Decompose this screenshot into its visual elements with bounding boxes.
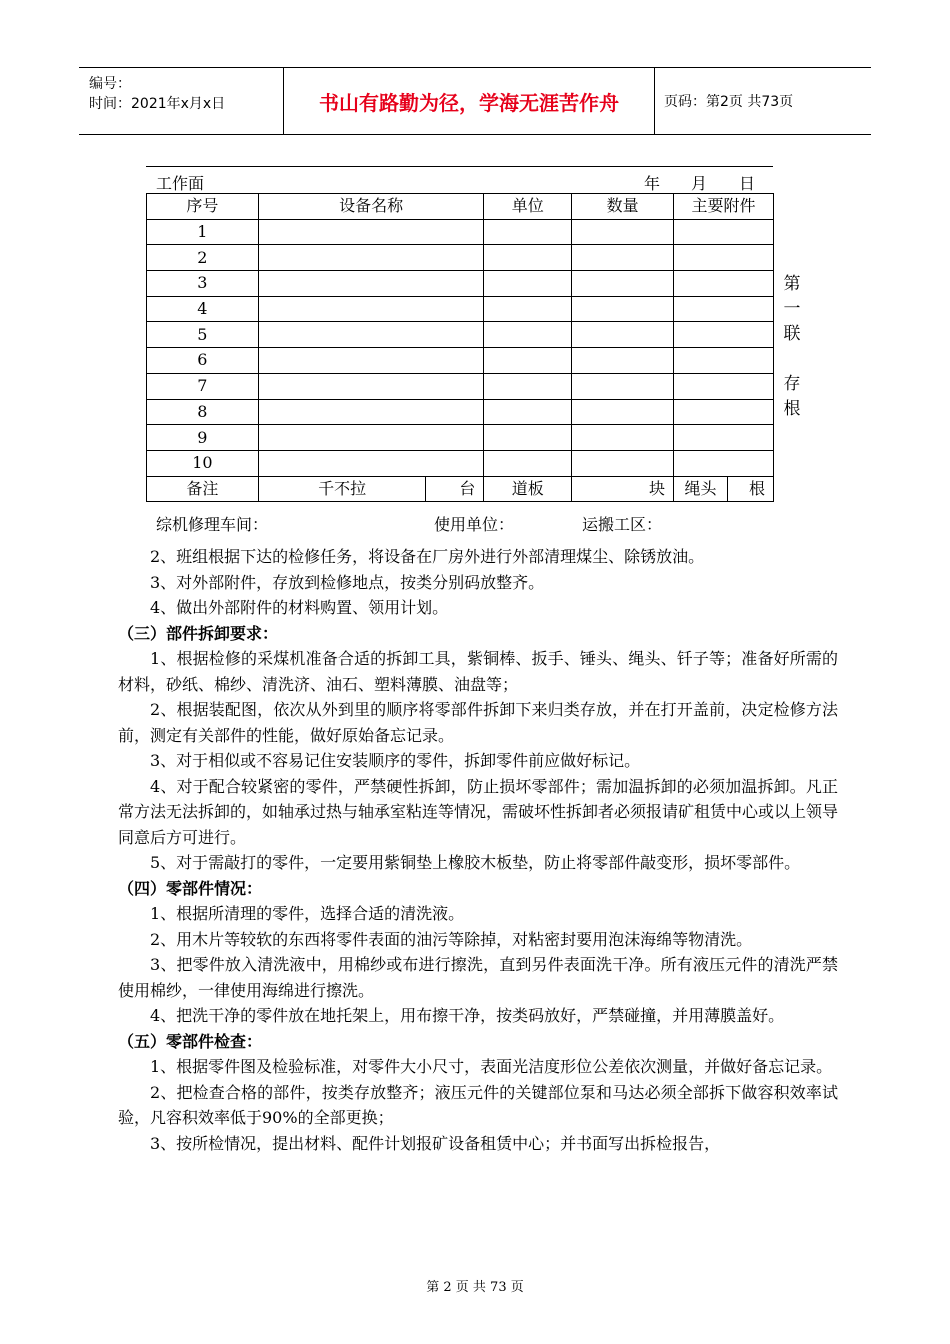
row-index: 1 bbox=[147, 219, 259, 245]
cell-qty bbox=[572, 219, 674, 245]
paragraph: 2、用木片等较软的东西将零件表面的油污等除掉，对粘密封要用泡沫海绵等物清洗。 bbox=[150, 929, 753, 949]
col-header-qty: 数量 bbox=[572, 194, 674, 220]
cell-attach bbox=[674, 399, 774, 425]
cell-name bbox=[258, 425, 484, 451]
cell-name bbox=[258, 399, 484, 425]
date-year: 年 bbox=[644, 174, 661, 193]
table-row bbox=[147, 219, 774, 245]
row-index: 2 bbox=[147, 245, 259, 271]
header-meta bbox=[89, 74, 225, 114]
cell-attach bbox=[674, 348, 774, 374]
section-heading: （五）零部件检查： bbox=[118, 1031, 263, 1051]
paragraph: 3、对于相似或不容易记住安装顺序的零件，拆卸零件前应做好标记。 bbox=[150, 751, 641, 770]
side-note-char: 一 bbox=[783, 299, 801, 319]
col-header-unit: 单位 bbox=[484, 194, 572, 220]
page-footer: 第 2 页 共 73 页 bbox=[426, 1280, 524, 1295]
date-day: 日 bbox=[739, 174, 756, 193]
side-note-char: 存 bbox=[783, 374, 801, 394]
side-note-char bbox=[782, 347, 802, 372]
remarks-item1: 千不拉 bbox=[258, 476, 426, 502]
table-row bbox=[147, 322, 774, 348]
cell-name bbox=[258, 322, 484, 348]
table-row bbox=[147, 348, 774, 374]
cell-name bbox=[258, 296, 484, 322]
table-row bbox=[147, 399, 774, 425]
col-header-name: 设备名称 bbox=[258, 194, 484, 220]
paragraph: 1、根据检修的采煤机准备合适的拆卸工具，紫铜棒、扳手、锤头、绳头、钎子等；准备好所需的材料，砂纸、棉纱、清洗济、油石、塑料薄膜、油盘等； bbox=[118, 649, 838, 694]
col-header-index: 序号 bbox=[147, 194, 259, 220]
row-index: 4 bbox=[147, 296, 259, 322]
table-row bbox=[147, 245, 774, 271]
cell-unit bbox=[484, 296, 572, 322]
section-heading: （三）部件拆卸要求： bbox=[118, 623, 279, 643]
cell-unit bbox=[484, 373, 572, 399]
remarks-unit3: 根 bbox=[727, 476, 773, 502]
cell-unit bbox=[484, 399, 572, 425]
col-header-attachments: 主要附件 bbox=[674, 194, 774, 220]
cell-qty bbox=[572, 322, 674, 348]
row-index: 5 bbox=[147, 322, 259, 348]
dept-user: 使用单位： bbox=[434, 515, 515, 534]
remarks-unit2: 块 bbox=[572, 476, 674, 502]
cell-name bbox=[258, 348, 484, 374]
side-note bbox=[782, 272, 802, 422]
remarks-label: 备注 bbox=[147, 476, 259, 502]
cell-unit bbox=[484, 271, 572, 297]
table-header-row bbox=[147, 194, 774, 220]
cell-attach bbox=[674, 219, 774, 245]
remarks-row bbox=[147, 476, 774, 502]
paragraph: 3、把零件放入清洗液中，用棉纱或布进行擦洗，直到另件表面洗干净。所有液压元件的清洗严禁使用棉纱，一律使用海绵进行擦洗。 bbox=[118, 955, 838, 1000]
table-row bbox=[147, 271, 774, 297]
section-heading: （四）零部件情况： bbox=[118, 878, 263, 898]
cell-qty bbox=[572, 271, 674, 297]
side-note-char: 根 bbox=[783, 399, 801, 419]
cell-unit bbox=[484, 322, 572, 348]
cell-qty bbox=[572, 245, 674, 271]
row-index: 6 bbox=[147, 348, 259, 374]
date-month: 月 bbox=[691, 174, 708, 193]
paragraph: 2、根据装配图，依次从外到里的顺序将零部件拆卸下来归类存放，并在打开盖前，决定检修方法前，测定有关部件的性能，做好原始备忘记录。 bbox=[118, 700, 838, 745]
row-index: 3 bbox=[147, 271, 259, 297]
paragraph: 4、对于配合较紧密的零件，严禁硬性拆卸，防止损坏零部件；需加温拆卸的必须加温拆卸。凡正常方法无法拆卸的，如轴承过热与轴承室粘连等情况，需破坏性拆卸者必须报请矿租赁中心或以上领导同意后方可进行。 bbox=[118, 776, 839, 847]
table-row bbox=[147, 425, 774, 451]
cell-qty bbox=[572, 425, 674, 451]
header-page-info: 页码：第2页 共73页 bbox=[664, 94, 794, 110]
code-label: 编号： bbox=[89, 76, 131, 92]
cell-attach bbox=[674, 271, 774, 297]
cell-attach bbox=[674, 322, 774, 348]
row-index: 7 bbox=[147, 373, 259, 399]
header-motto: 书山有路勤为径，学海无涯苦作舟 bbox=[319, 90, 619, 115]
side-note-char: 联 bbox=[783, 324, 801, 344]
row-index: 8 bbox=[147, 399, 259, 425]
paragraph: 3、按所检情况，提出材料、配件计划报矿设备租赁中心；并书面写出拆检报告， bbox=[150, 1133, 721, 1153]
remarks-item3: 绳头 bbox=[674, 476, 728, 502]
row-index: 10 bbox=[147, 450, 259, 476]
table-row bbox=[147, 450, 774, 476]
cell-attach bbox=[674, 373, 774, 399]
cell-attach bbox=[674, 450, 774, 476]
cell-unit bbox=[484, 348, 572, 374]
paragraph: 5、对于需敲打的零件，一定要用紫铜垫上橡胶木板垫，防止将零部件敲变形，损坏零部件。 bbox=[150, 853, 801, 872]
cell-unit bbox=[484, 450, 572, 476]
paragraph: 2、把检查合格的部件，按类存放整齐；液压元件的关键部位泵和马达必须全部拆下做容积效率试验，凡容积效率低于90%的全部更换； bbox=[118, 1082, 838, 1127]
time-label: 时间：2021年x月x日 bbox=[89, 96, 226, 112]
cell-qty bbox=[572, 296, 674, 322]
cell-qty bbox=[572, 399, 674, 425]
row-index: 9 bbox=[147, 425, 259, 451]
dept-repair: 综机修理车间： bbox=[156, 515, 269, 534]
paragraph: 2、班组根据下达的检修任务，将设备在厂房外进行外部清理煤尘、除锈放油。 bbox=[150, 547, 705, 566]
header-divider bbox=[654, 68, 655, 134]
cell-attach bbox=[674, 425, 774, 451]
area-label: 工作面 bbox=[156, 174, 205, 193]
paragraph: 1、根据零件图及检验标准，对零件大小尺寸，表面光洁度形位公差依次测量，并做好备忘记录。 bbox=[150, 1057, 833, 1076]
cell-attach bbox=[674, 296, 774, 322]
page-header bbox=[79, 67, 871, 135]
table-row bbox=[147, 296, 774, 322]
cell-name bbox=[258, 219, 484, 245]
paragraph: 4、把洗干净的零件放在地托架上，用布擦干净，按类码放好，严禁碰撞，并用薄膜盖好。 bbox=[150, 1006, 785, 1025]
cell-name bbox=[258, 373, 484, 399]
equipment-table bbox=[146, 193, 774, 502]
cell-attach bbox=[674, 245, 774, 271]
cell-name bbox=[258, 271, 484, 297]
remarks-item2: 道板 bbox=[484, 476, 572, 502]
document-body bbox=[118, 544, 838, 1156]
side-note-char: 第 bbox=[783, 274, 801, 294]
cell-name bbox=[258, 450, 484, 476]
cell-qty bbox=[572, 373, 674, 399]
dept-transport: 运搬工区： bbox=[582, 515, 663, 534]
remarks-unit1: 台 bbox=[426, 476, 484, 502]
cell-name bbox=[258, 245, 484, 271]
paragraph: 4、做出外部附件的材料购置、领用计划。 bbox=[150, 598, 449, 617]
paragraph: 1、根据所清理的零件，选择合适的清洗液。 bbox=[150, 904, 465, 923]
table-row bbox=[147, 373, 774, 399]
paragraph: 3、对外部附件，存放到检修地点，按类分别码放整齐。 bbox=[150, 572, 545, 592]
cell-unit bbox=[484, 245, 572, 271]
cell-unit bbox=[484, 425, 572, 451]
form-title-row bbox=[146, 166, 773, 194]
cell-qty bbox=[572, 450, 674, 476]
cell-unit bbox=[484, 219, 572, 245]
cell-qty bbox=[572, 348, 674, 374]
